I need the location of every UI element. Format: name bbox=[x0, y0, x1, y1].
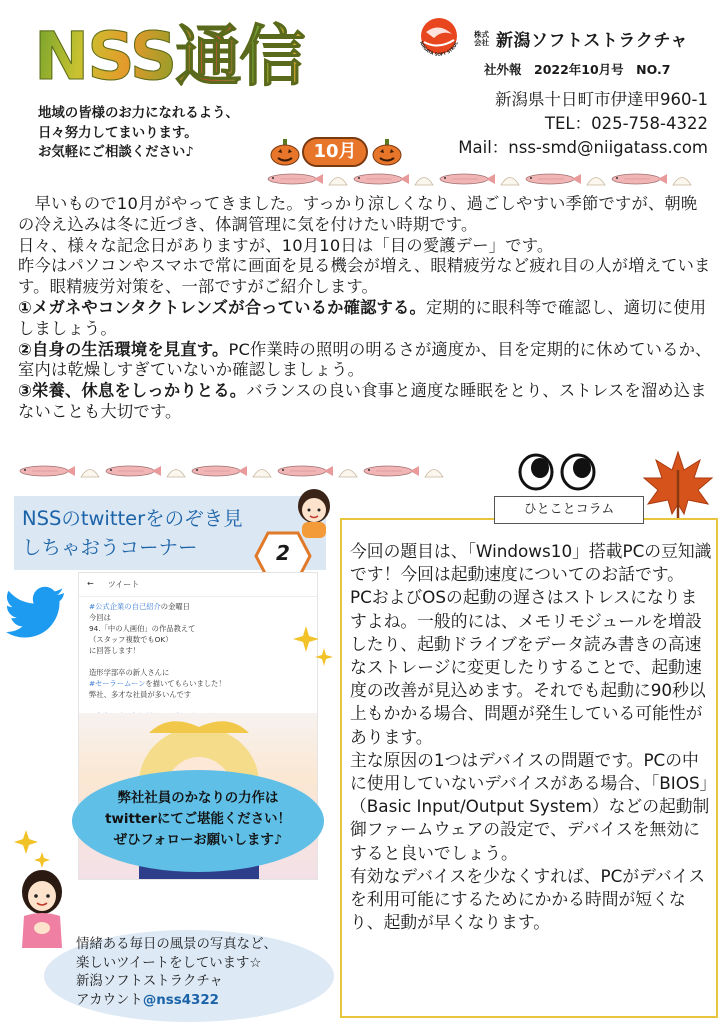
sparkle-icon bbox=[292, 622, 336, 674]
account-info bbox=[76, 936, 338, 1010]
eyes-icon bbox=[514, 452, 604, 492]
rice-icon bbox=[414, 172, 434, 186]
tweet-header-label: ツイート bbox=[107, 580, 140, 589]
issue-info: 社外報 2022年10月号 NO.7 bbox=[484, 62, 671, 77]
tagline-line: 地域の皆様のお力になれるよう、 bbox=[38, 106, 239, 121]
tweet-line: に回答します！ bbox=[89, 646, 141, 655]
tagline-line: 日々努力してまいります。 bbox=[38, 125, 198, 141]
email: Mail：nss-smd@niigatass.com bbox=[458, 138, 708, 157]
company-name: 新潟ソフトストラクチャ bbox=[496, 31, 688, 51]
intro-paragraph: 昨今はパソコンやスマホで常に画面を見る機会が増え、眼精疲労など疲れ目の人が増えています。眼精疲労対策を、一部ですがご紹介します。 bbox=[18, 256, 711, 297]
tweet-body bbox=[79, 597, 317, 726]
fish-icon bbox=[18, 465, 76, 477]
banner-title-line: NSSのtwitterをのぞき見 bbox=[22, 507, 243, 530]
tip-item bbox=[18, 340, 712, 382]
fish-icon bbox=[610, 173, 668, 185]
company-label bbox=[474, 26, 688, 51]
girl-illustration bbox=[14, 868, 70, 948]
company-logo bbox=[414, 12, 464, 62]
speech-line: ぜひフォローお願いします♪ bbox=[113, 833, 283, 848]
tweet-line: 今回は bbox=[89, 613, 111, 622]
tagline bbox=[38, 104, 288, 163]
sparkle-icon bbox=[14, 826, 50, 870]
pumpkin-icon bbox=[270, 138, 300, 166]
fish-icon bbox=[438, 173, 496, 185]
account-label: アカウント bbox=[76, 992, 143, 1008]
column-paragraph: 有効なデバイスを少なくすれば、PCがデバイスを利用可能にするためにかかる時間が短くなり、起動が早くなります。 bbox=[350, 865, 706, 933]
tip-text: バランスの良い食事と適度な睡眠をとり、ストレスを溜め込まないことも大切です。 bbox=[18, 381, 707, 421]
tweet-line: を描いてもらいました！ bbox=[145, 679, 226, 688]
intro-paragraph: 早いもので10月がやってきました。すっかり涼しくなり、過ごしやすい季節ですが、朝晩の冷え込みは冬に近づき、体調管理に気を付けたい時期です。 bbox=[18, 194, 698, 234]
back-arrow-icon: ← bbox=[87, 579, 94, 588]
column-tab: ひとことコラム bbox=[494, 496, 644, 524]
twitter-bird-icon bbox=[6, 586, 66, 638]
fish-icon bbox=[190, 465, 248, 477]
rice-icon bbox=[328, 172, 348, 186]
speech-line: 弊社社員のかなりの力作は bbox=[117, 791, 279, 806]
address: 新潟県十日町市伊達甲960-1 bbox=[495, 90, 708, 109]
fish-rice-divider bbox=[18, 464, 444, 478]
tip-item bbox=[18, 298, 712, 340]
tweet-line: 弊社、多才な社員が多いんです bbox=[89, 690, 192, 699]
fish-icon bbox=[266, 173, 324, 185]
tweet-line: の金曜日 bbox=[160, 602, 190, 611]
hashtag: #公式企業の自己紹介 bbox=[89, 602, 161, 611]
banner-title-line: しちゃおうコーナー bbox=[22, 536, 198, 559]
tip-item bbox=[18, 381, 712, 423]
rice-icon bbox=[166, 464, 186, 478]
tip-lead: ③栄養、休息をしっかりとる。 bbox=[18, 381, 247, 401]
month-badge bbox=[270, 134, 402, 170]
rice-icon bbox=[252, 464, 272, 478]
pumpkin-icon bbox=[372, 138, 402, 166]
speech-line: twitterにてご堪能ください！ bbox=[105, 812, 291, 827]
column-paragraph: 主な原因の1つはデバイスの問題です。PCの中に使用していないデバイスがある場合、「BIOS」（Basic Input/Output System）などの起動制御ファームウェアの設定で、デバイスを無効にすると良いでしょう。 bbox=[350, 749, 710, 863]
month-label: 10月 bbox=[302, 137, 368, 167]
fish-icon bbox=[104, 465, 162, 477]
column-text bbox=[350, 540, 714, 934]
company-type: 株式会社 bbox=[474, 29, 489, 47]
fish-icon bbox=[362, 465, 420, 477]
column-paragraph: 今回の題目は、「Windows10」搭載PCの豆知識です！今回は起動速度についてのお話です。 bbox=[350, 541, 712, 585]
rice-icon bbox=[80, 464, 100, 478]
rice-icon bbox=[338, 464, 358, 478]
tweet-header bbox=[79, 573, 317, 597]
tweet-line: 造形学部卒の新人さんに bbox=[89, 668, 170, 677]
masthead-title: NSS通信 bbox=[34, 16, 316, 98]
tip-lead: ①メガネやコンタクトレンズが合っているか確認する。 bbox=[18, 297, 426, 317]
tip-text: 定期的に眼科等で確認し、適切に使用しましょう。 bbox=[18, 297, 707, 338]
rice-icon bbox=[586, 172, 606, 186]
account-info-line: 新潟ソフトストラクチャ bbox=[76, 974, 223, 990]
intro-article bbox=[18, 194, 712, 423]
intro-paragraph: 日々、様々な記念日がありますが、10月10日は「目の愛護デー」です。 bbox=[18, 235, 554, 255]
rice-icon bbox=[424, 464, 444, 478]
fish-rice-divider bbox=[266, 172, 692, 186]
logo-ring-text: NIIGATA SOFT STRUC bbox=[418, 40, 459, 57]
corner-number: 2 bbox=[276, 541, 290, 565]
tip-text: PC作業時の照明の明るさが適度か、目を定期的に休めているか、室内は乾燥しすぎていないか確認しましょう。 bbox=[18, 339, 712, 380]
fish-icon bbox=[524, 173, 582, 185]
hashtag: #セーラームーン bbox=[89, 679, 146, 688]
column-paragraph: PCおよびOSの起動の遅さはストレスになりますよね。一般的には、メモリモジュールを増設したり、起動ドライブをデータ読み書きの高速なストレージに変更したりすることで、起動速度の改善が見込めます。それでも起動に90秒以上もかかる場合、問題が発生している可能性があります。 bbox=[350, 587, 706, 747]
account-info-line: 情緒ある毎日の風景の写真など、 bbox=[76, 937, 277, 952]
rice-icon bbox=[500, 172, 520, 186]
twitter-handle[interactable]: @nss4322 bbox=[142, 992, 219, 1008]
contact-info bbox=[458, 88, 708, 160]
tip-lead: ②自身の生活環境を見直す。 bbox=[18, 339, 229, 359]
newsletter-masthead bbox=[34, 16, 316, 98]
speech-bubble bbox=[72, 770, 324, 872]
tweet-line: （スタッフ複数でもOK） bbox=[89, 635, 173, 644]
account-info-line: 楽しいツイートをしています☆ bbox=[76, 955, 262, 971]
phone: TEL：025-758-4322 bbox=[544, 114, 708, 133]
tagline-line: お気軽にご相談ください♪ bbox=[38, 145, 194, 160]
tweet-line: 94.「中の人画伯」の作品教えて bbox=[89, 624, 196, 633]
fish-icon bbox=[352, 173, 410, 185]
fish-icon bbox=[276, 465, 334, 477]
rice-icon bbox=[672, 172, 692, 186]
